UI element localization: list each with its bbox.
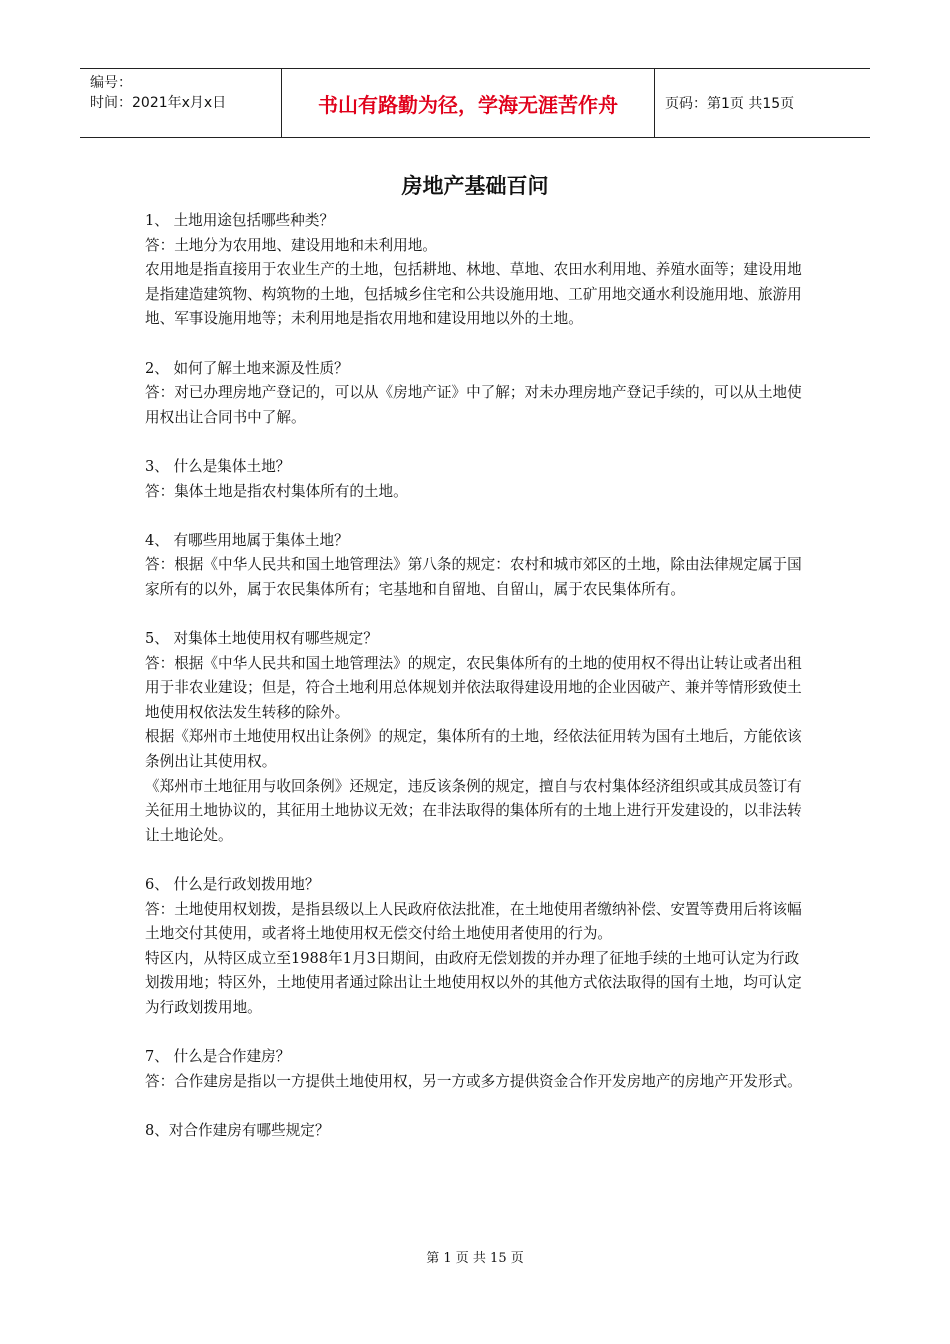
page-info: 页码：第1页 共15页: [665, 96, 795, 112]
paragraph: 答：根据《中华人民共和国土地管理法》第八条的规定：农村和城市郊区的土地，除由法律规定属于国家所有的以外，属于农民集体所有；宅基地和自留地、自留山，属于农民集体所有。: [145, 556, 802, 598]
paragraph: 6、 什么是行政划拨用地？: [145, 876, 320, 894]
blank-line: [145, 504, 809, 529]
paragraph: 根据《郑州市土地使用权出让条例》的规定，集体所有的土地，经依法征用转为国有土地后，方能依该条例出让其使用权。: [145, 728, 802, 771]
blank-line: [145, 603, 809, 628]
paragraph: 答：对已办理房地产登记的，可以从《房地产证》中了解；对未办理房地产登记手续的，可以从土地使用权出让合同书中了解。: [145, 384, 802, 426]
paragraph: 4、 有哪些用地属于集体土地？: [145, 531, 349, 549]
time-label: 时间：2021年x月x日: [90, 95, 227, 111]
paragraph: 答：土地使用权划拨，是指县级以上人民政府依法批准，在土地使用者缴纳补偿、安置等费用后将该幅土地交付其使用，或者将土地使用权无偿交付给土地使用者使用的行为。: [145, 900, 802, 943]
paragraph: 1、 土地用途包括哪些种类？: [145, 212, 335, 229]
doc-title: 房地产基础百问: [401, 174, 549, 198]
paragraph: 农用地是指直接用于农业生产的土地，包括耕地、林地、草地、农田水利用地、养殖水面等；建设用地是指建造建筑物、构筑物的土地，包括城乡住宅和公共设施用地、工矿用地交通水利设施用地、旅游用地、军事设施用地等；未利用地是指农用地和建设用地以外的土地。: [145, 261, 802, 328]
blank-line: [145, 1094, 809, 1119]
blank-line: [145, 430, 809, 455]
document-body: [145, 209, 809, 1144]
header-table: [80, 68, 870, 138]
paragraph: 3、 什么是集体土地？: [145, 457, 291, 475]
motto: 书山有路勤为径，学海无涯苦作舟: [282, 69, 655, 137]
paragraph: 7、 什么是合作建房？: [145, 1048, 291, 1066]
paragraph: 8、对合作建房有哪些规定？: [145, 1121, 330, 1139]
paragraph: 答：土地分为农用地、建设用地和未利用地。: [145, 236, 437, 254]
header-meta-cell: [80, 69, 282, 137]
paragraph: 2、 如何了解土地来源及性质？: [145, 359, 349, 377]
paragraph: 答：根据《中华人民共和国土地管理法》的规定，农民集体所有的土地的使用权不得出让转让或者出租用于非农业建设；但是，符合土地利用总体规划并依法取得建设用地的企业因破产、兼并等情形致使土地使用权依法发生转移的除外。: [145, 654, 802, 721]
paragraph: 5、 对集体土地使用权有哪些规定？: [145, 630, 378, 648]
blank-line: [145, 1021, 809, 1046]
paragraph: 《郑州市土地征用与收回条例》还规定，违反该条例的规定，擅自与农村集体经济组织或其成员签订有关征用土地协议的，其征用土地协议无效；在非法取得的集体所有的土地上进行开发建设的，以非法转让土地论处。: [145, 777, 802, 844]
page-footer: 第 1 页 共 15 页: [426, 1251, 524, 1266]
number-label: 编号：: [90, 75, 132, 91]
paragraph: 答：集体土地是指农村集体所有的土地。: [145, 482, 408, 500]
paragraph: 答：合作建房是指以一方提供土地使用权，另一方或多方提供资金合作开发房地产的房地产开发形式。: [145, 1072, 802, 1090]
blank-line: [145, 332, 809, 357]
paragraph: 特区内，从特区成立至1988年1月3日期间，由政府无偿划拨的并办理了征地手续的土地可认定为行政划拨用地；特区外，土地使用者通过除出让土地使用权以外的其他方式依法取得的国有土地，均可认定为行政划拨用地。: [145, 949, 802, 1016]
blank-line: [145, 848, 809, 873]
